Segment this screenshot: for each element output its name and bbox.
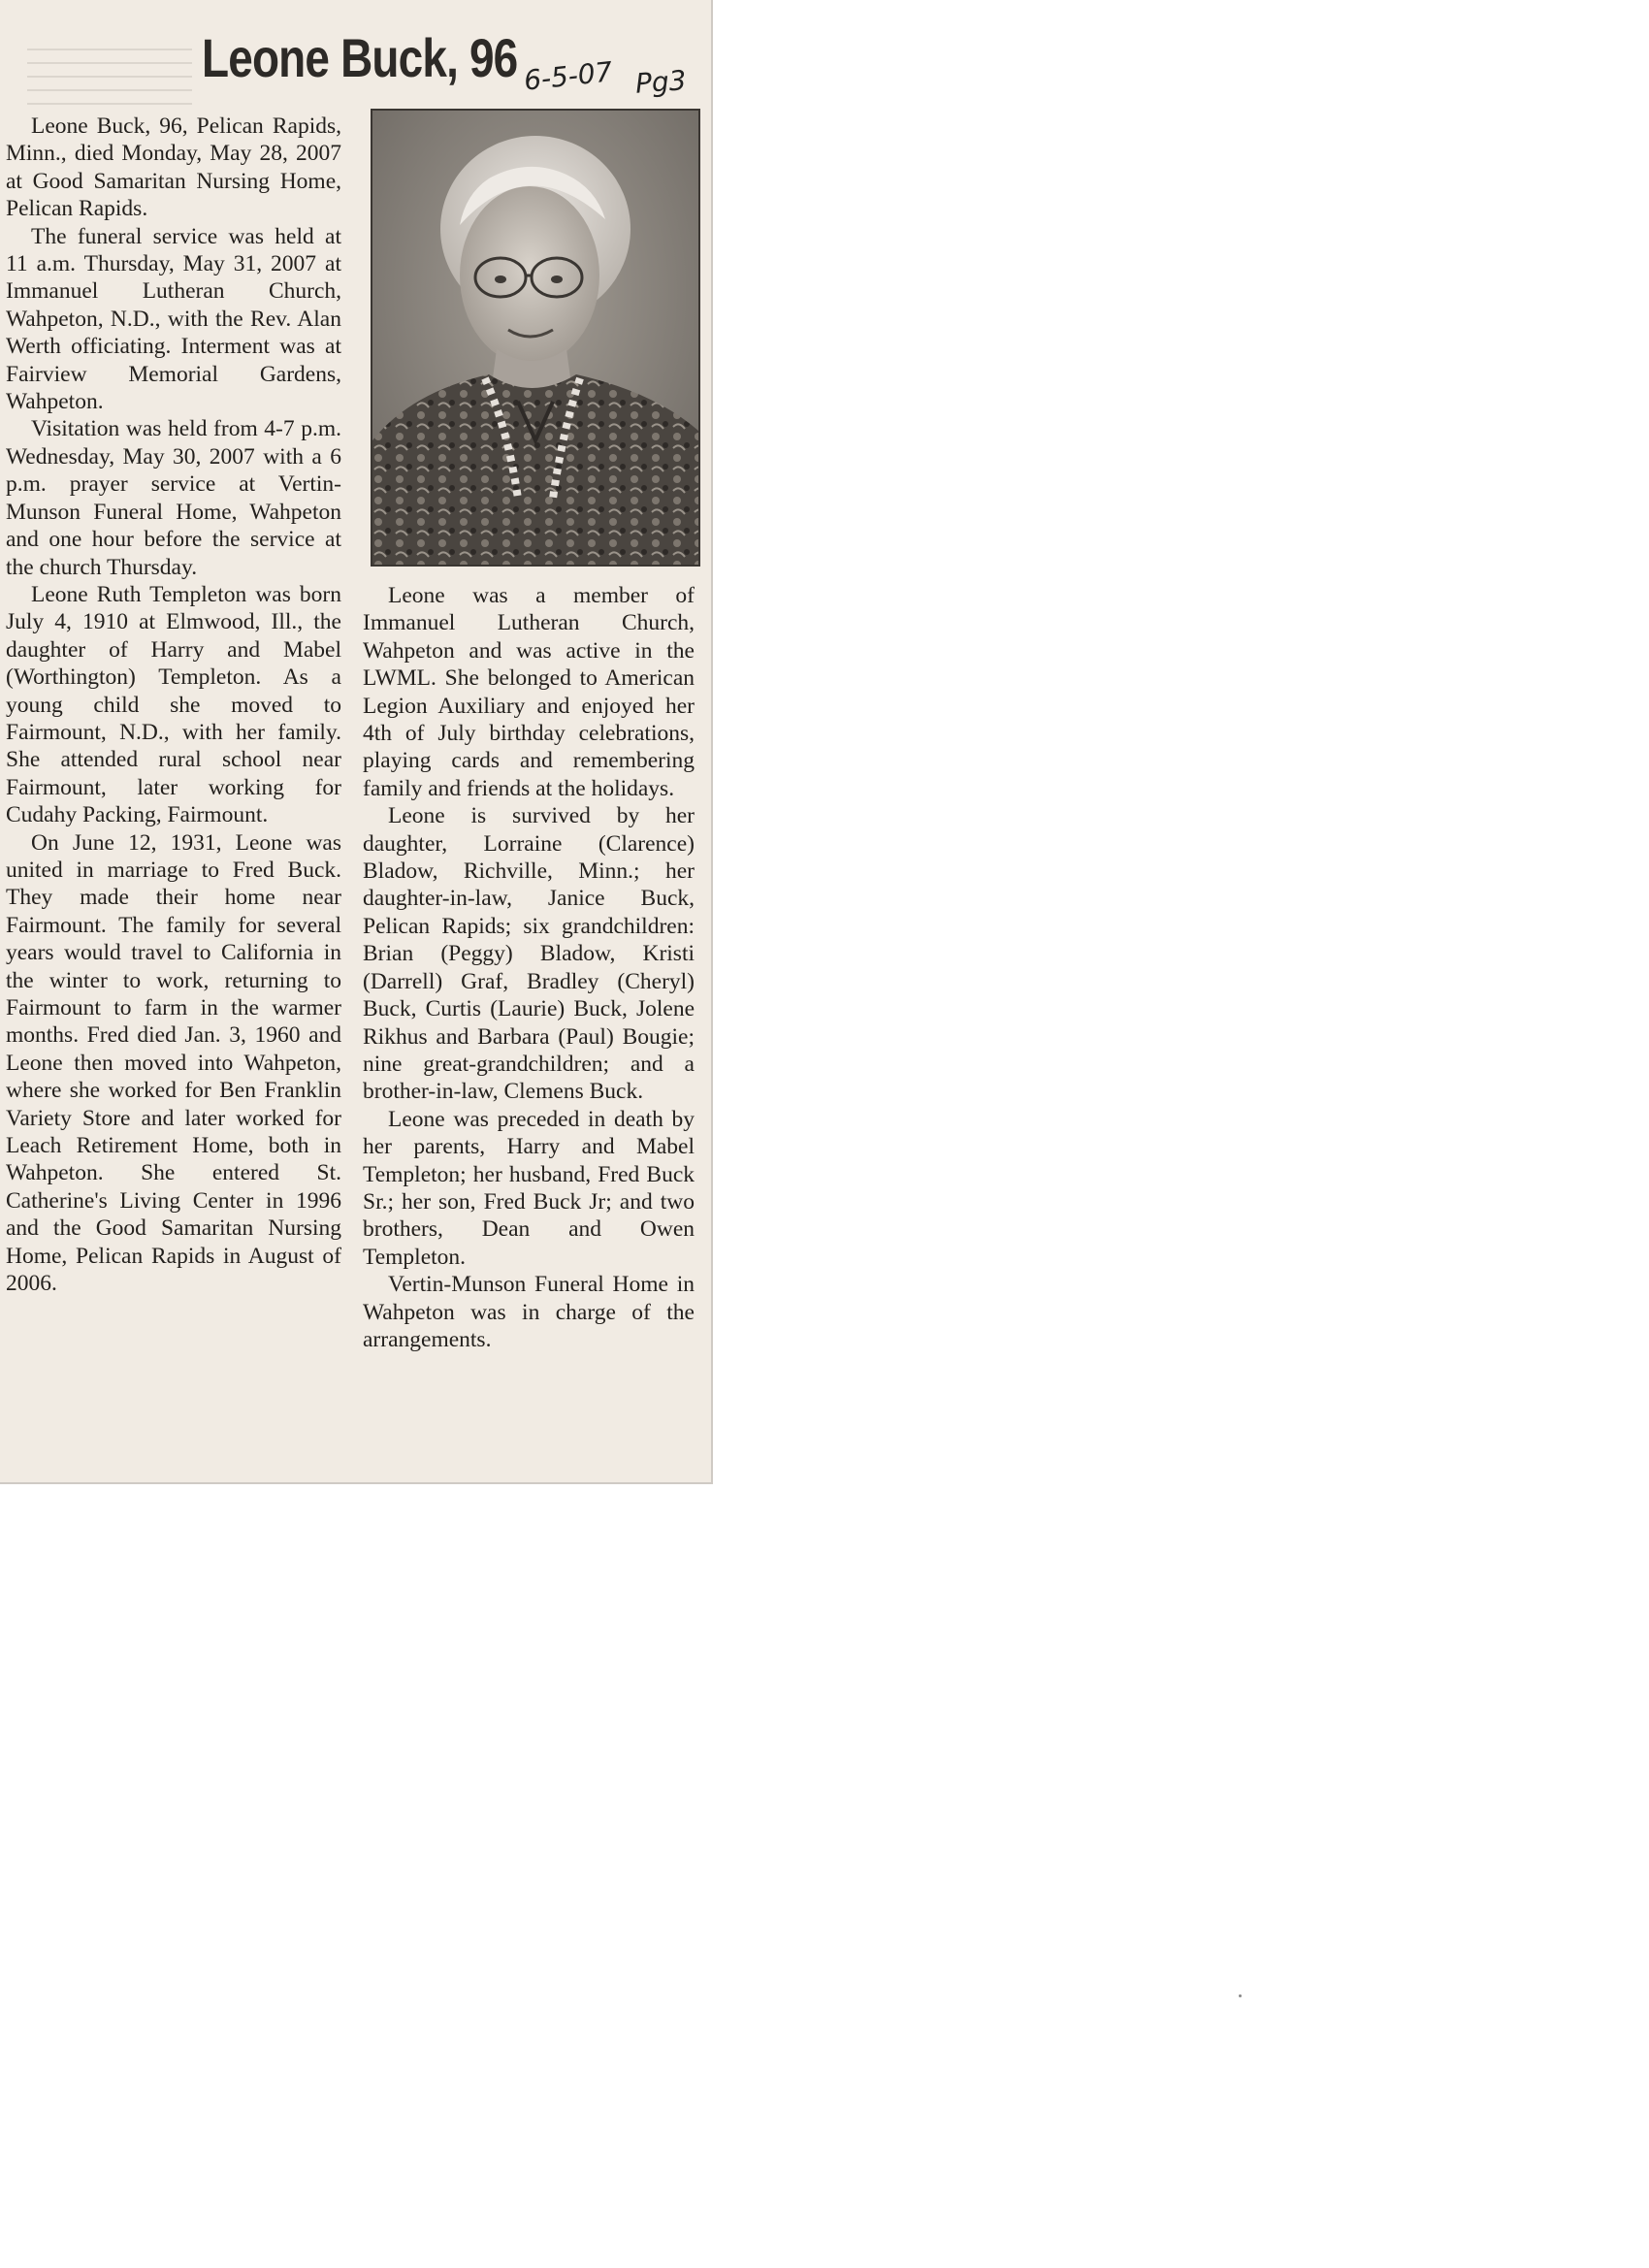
paragraph-church-activities: Leone was a member of Immanuel Lutheran Church, Wahpeton and was active in the LWML. She belonged to American Legion Auxiliary and enjoyed her 4th of July birthday celebrations, playing cards and remembering family and friends at the holidays. <box>363 583 695 801</box>
portrait-photo <box>371 109 700 567</box>
paragraph-preceded-in-death: Leone was preceded in death by her parents, Harry and Mabel Templeton; her husband, Fred Buck Sr.; her son, Fred Buck Jr; and two brothers, Dean and Owen Templeton. <box>363 1106 695 1270</box>
paragraph-visitation: Visitation was held from 4-7 p.m. Wednesday, May 30, 2007 with a 6 p.m. prayer service at Vertin-Munson Funeral Home, Wahpeton and one hour before the service at the church Thursday. <box>6 416 341 580</box>
paragraph-early-life: Leone Ruth Templeton was born July 4, 1910 at Elmwood, Ill., the daughter of Harry and Mabel (Worthington) Templeton. As a young child she moved to Fairmount, N.D., with her family. She attended rural school near Fairmount, later working for Cudahy Packing, Fairmount. <box>6 581 341 828</box>
right-column <box>363 582 695 1353</box>
paragraph-marriage-career: On June 12, 1931, Leone was united in marriage to Fred Buck. They made their home near Fairmount. The family for several years would travel to California in the winter to work, returning to Fairmount to farm in the warmer months. Fred died Jan. 3, 1960 and Leone then moved into Wahpeton, where she worked for Ben Franklin Variety Store and later worked for Leach Retirement Home, both in Wahpeton. She entered St. Catherine's Living Center in 1996 and the Good Samaritan Nursing Home, Pelican Rapids in August of 2006. <box>6 829 341 1297</box>
scan-speck <box>1239 1994 1242 1997</box>
portrait-illustration <box>372 111 698 565</box>
obituary-clipping <box>0 0 713 1484</box>
paragraph-funeral-service: The funeral service was held at 11 a.m. Thursday, May 31, 2007 at Immanuel Lutheran Church, Wahpeton, N.D., with the Rev. Alan Werth officiating. Interment was at Fairview Memorial Gardens, Wahpeton. <box>6 223 341 415</box>
handwritten-date: 6-5-07 <box>522 55 614 97</box>
obituary-headline: Leone Buck, 96 <box>202 27 518 88</box>
handwritten-page-number: Pg3 <box>633 64 688 100</box>
paragraph-survivors: Leone is survived by her daughter, Lorraine (Clarence) Bladow, Richville, Minn.; her daughter-in-law, Janice Buck, Pelican Rapids; six grandchildren: Brian (Peggy) Bladow, Kristi (Darrell) Graf, Bradley (Cheryl) Buck, Curtis (Laurie) Buck, Jolene Rikhus and Barbara (Paul) Bougie; nine great-grandchildren; and a brother-in-law, Clemens Buck. <box>363 803 695 1105</box>
left-column <box>6 113 341 1297</box>
bleed-through-text <box>27 37 192 105</box>
paragraph-arrangements: Vertin-Munson Funeral Home in Wahpeton was in charge of the arrangements. <box>363 1272 695 1352</box>
paragraph-death-notice: Leone Buck, 96, Pelican Rapids, Minn., died Monday, May 28, 2007 at Good Samaritan Nursing Home, Pelican Rapids. <box>6 113 341 222</box>
